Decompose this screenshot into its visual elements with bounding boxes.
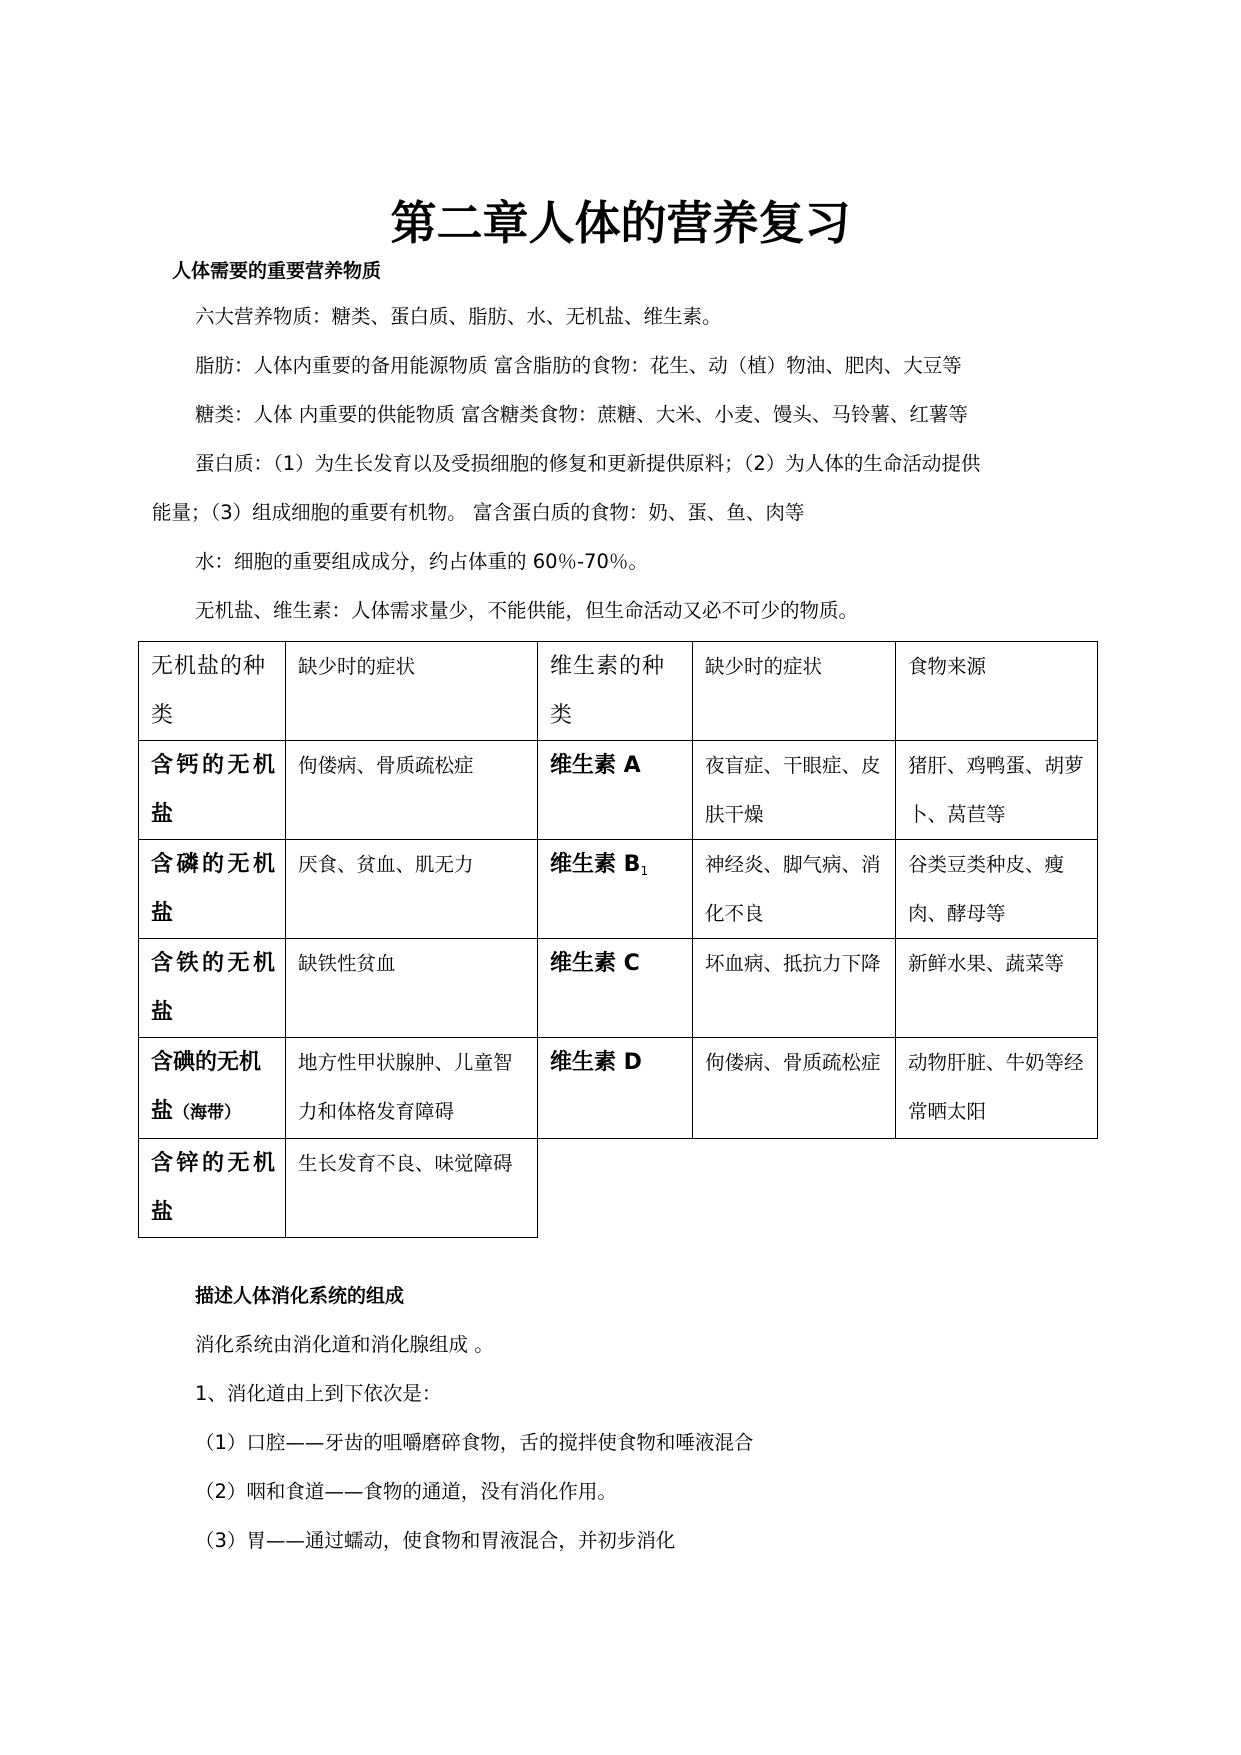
table-header-row (139, 642, 1098, 741)
mineral-symptom: 缺铁性贫血 (286, 939, 538, 1038)
header-mineral-symptom: 缺少时的症状 (286, 642, 538, 741)
vitamin-type: 维生素 C (538, 939, 693, 1038)
paragraph-water: 水：细胞的重要组成成分，约占体重的 60％-70％。 (195, 550, 648, 573)
paragraph-protein-cont: 能量；（3）组成细胞的重要有机物。 富含蛋白质的食物：奶、蛋、鱼、肉等 (152, 501, 805, 524)
paragraph-carbohydrate: 糖类：人体 内重要的供能物质 富含糖类食物：蔗糖、大米、小麦、馒头、马铃薯、红薯等 (195, 403, 968, 426)
mineral-note: （海带） (173, 1103, 242, 1123)
header-vitamin-symptom: 缺少时的症状 (693, 642, 896, 741)
paragraph-digestive-tract: 1、消化道由上到下依次是： (195, 1382, 442, 1405)
paragraph-protein: 蛋白质：（1）为生长发育以及受损细胞的修复和更新提供原料；（2）为人体的生命活动提供 (195, 452, 981, 475)
section-heading-nutrients: 人体需要的重要营养物质 (172, 260, 382, 282)
mineral-type-text: 含钙的无机盐 (151, 753, 275, 827)
header-mineral-type: 无机盐的种类 (139, 642, 286, 741)
table-row (139, 1038, 1098, 1139)
vitamin-subscript: 1 (640, 864, 649, 878)
empty-cell (896, 1139, 1098, 1238)
mineral-symptom: 佝偻病、骨质疏松症 (286, 741, 538, 840)
mineral-type-text: 含铁的无机盐 (151, 951, 275, 1025)
header-food-source: 食物来源 (896, 642, 1098, 741)
nutrition-table (138, 641, 1098, 1238)
vitamin-type-text: 维生素 B (550, 852, 641, 877)
mineral-type-text: 含碘的无机盐 (151, 1050, 262, 1124)
food-source: 谷类豆类种皮、瘦肉、酵母等 (896, 840, 1098, 939)
list-item-pharynx: （2）咽和食道——食物的通道，没有消化作用。 (195, 1480, 617, 1503)
vitamin-type (538, 840, 693, 939)
mineral-type (139, 1139, 286, 1238)
page-title: 第二章人体的营养复习 (390, 196, 851, 250)
vitamin-symptom: 夜盲症、干眼症、皮肤干燥 (693, 741, 896, 840)
header-vitamin-type: 维生素的种类 (538, 642, 693, 741)
food-source: 动物肝脏、牛奶等经常晒太阳 (896, 1038, 1098, 1139)
mineral-type (139, 939, 286, 1038)
food-source: 新鲜水果、蔬菜等 (896, 939, 1098, 1038)
vitamin-symptom: 神经炎、脚气病、消化不良 (693, 840, 896, 939)
paragraph-minerals-vitamins: 无机盐、维生素：人体需求量少，不能供能，但生命活动又必不可少的物质。 (195, 599, 859, 622)
paragraph-six-nutrients: 六大营养物质：糖类、蛋白质、脂肪、水、无机盐、维生素。 (195, 305, 722, 328)
food-source: 猪肝、鸡鸭蛋、胡萝卜、莴苣等 (896, 741, 1098, 840)
vitamin-symptom: 佝偻病、骨质疏松症 (693, 1038, 896, 1139)
table-row (139, 840, 1098, 939)
paragraph-digestive-system: 消化系统由消化道和消化腺组成 。 (195, 1333, 494, 1356)
paragraph-fat: 脂肪：人体内重要的备用能源物质 富含脂肪的食物：花生、动（植）物油、肥肉、大豆等 (195, 354, 962, 377)
table-row (139, 1139, 1098, 1238)
vitamin-type: 维生素 D (538, 1038, 693, 1139)
vitamin-type: 维生素 A (538, 741, 693, 840)
table-row (139, 939, 1098, 1038)
mineral-symptom: 生长发育不良、味觉障碍 (286, 1139, 538, 1238)
vitamin-symptom: 坏血病、抵抗力下降 (693, 939, 896, 1038)
empty-cell (693, 1139, 896, 1238)
mineral-type (139, 840, 286, 939)
mineral-type-text: 含锌的无机盐 (151, 1151, 275, 1225)
list-item-mouth: （1）口腔——牙齿的咀嚼磨碎食物，舌的搅拌使食物和唾液混合 (195, 1431, 754, 1454)
section-heading-digestive: 描述人体消化系统的组成 (195, 1285, 405, 1307)
mineral-type (139, 1038, 286, 1139)
mineral-symptom: 厌食、贫血、肌无力 (286, 840, 538, 939)
list-item-stomach: （3）胃——通过蠕动，使食物和胃液混合，并初步消化 (195, 1529, 676, 1552)
table-row (139, 741, 1098, 840)
mineral-symptom: 地方性甲状腺肿、儿童智力和体格发育障碍 (286, 1038, 538, 1139)
mineral-type (139, 741, 286, 840)
empty-cell (538, 1139, 693, 1238)
mineral-type-text: 含磷的无机盐 (151, 852, 275, 926)
